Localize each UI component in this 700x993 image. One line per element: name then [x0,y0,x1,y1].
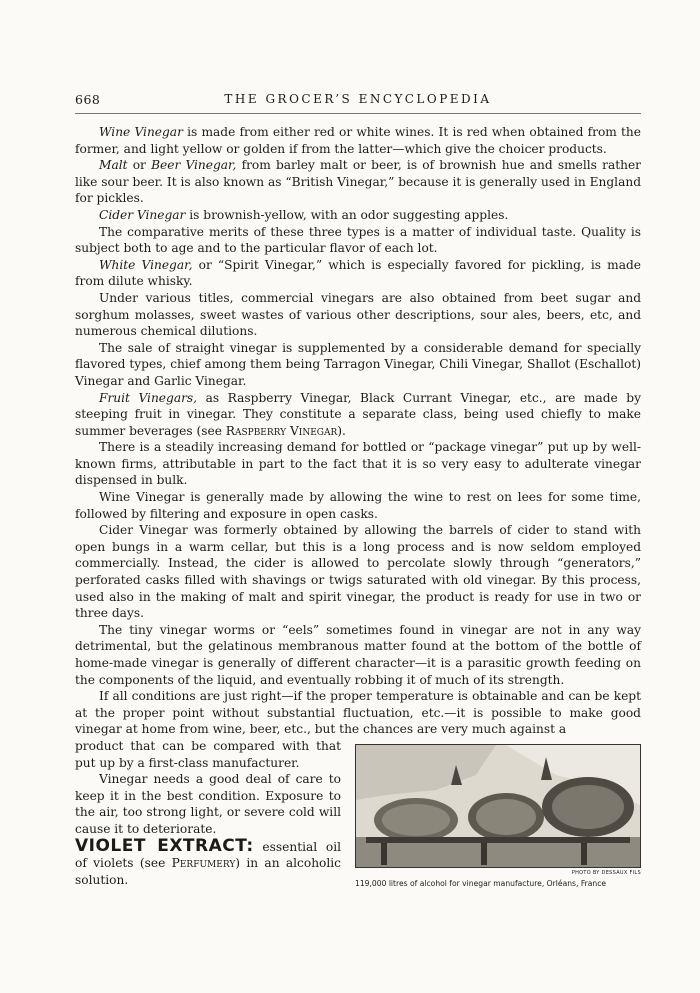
photo-vinegar-factory [355,744,641,868]
paragraph-fruit-vinegars: Fruit Vinegars, as Raspberry Vinegar, Black Currant Vinegar, etc., are made by steeping fruit in vinegar. They constitute a separate class, being used chiefly to make summer beverages (see Raspberry Vinegar). [75,390,641,438]
header-rule [75,113,641,114]
paragraph-storage: Vinegar needs a good deal of care to keep it in the best condition. Exposure to the air, too strong light, or severe cold will cause it to deteriorate. [75,772,341,836]
page-header [75,90,641,112]
paragraph-continuation: product that can be compared with that put up by a first-class manufacturer. [75,738,341,770]
paragraph-vinegar-eels: The tiny vinegar worms or “eels” sometimes found in vinegar are not in any way detrimental, but the gelatinous membranous matter found at the bottom of the bottle of home-made vinegar is generally of different character—it is a parasitic growth feeding on the components of the liquid, and eventually robbing it of much of its strength. [75,622,641,687]
paragraph-wine-vinegar: Wine Vinegar is made from either red or white wines. It is red when obtained from the former, and light yellow or golden if from the latter—which give the choicer products. [75,125,641,156]
paragraph-cider-vinegar-process: Cider Vinegar was formerly obtained by allowing the barrels of cider to stand with open bungs in a warm cellar, but this is a long process and is now seldom employed commercially. Instead, the cider is allowed to percolate slowly through “generators,” perforated casks filled with shavings or twigs saturated with old vinegar. By this process, used also in the making of malt and spirit vinegar, the product is ready for use in two or three days. [75,523,641,621]
left-column [75,738,341,888]
paragraph-malt-vinegar: Malt or Beer Vinegar, from barley malt or beer, is of brownish hue and smells rather like sour beer. It is also known as “British Vinegar,” because it is generally used in England for pickles. [75,158,641,206]
figure [355,744,641,888]
running-title: THE GROCER’S ENCYCLOPEDIA [224,92,492,106]
page-number: 668 [75,92,101,107]
paragraph-commercial-vinegars: Under various titles, commercial vinegars are also obtained from beet sugar and sorghum molasses, sweet wastes of various other descriptions, sour ales, beers, etc, and numerous chemical dilutions. [75,290,641,339]
entry-heading: VIOLET EXTRACT: [75,835,254,856]
photo-credit: PHOTO BY DESSAUX FILS [571,869,641,876]
page [75,90,641,888]
paragraph-wine-vinegar-process: Wine Vinegar is generally made by allowing the wine to rest on lees for some time, followed by filtering and exposure in open casks. [75,490,641,521]
cross-reference-raspberry-vinegar: Raspberry Vinegar [225,423,338,438]
paragraph-home-vinegar: If all conditions are just right—if the proper temperature is obtainable and can be kept at the proper point without substantial fluctuation, etc.—it is possible to make good vinegar at home from wine, beer, etc., but the chances are very much against a [75,689,641,737]
entry-violet-extract: VIOLET EXTRACT: essential oil of violets (see Perfumery) in an alcoholic solution. [75,835,342,887]
paragraph-flavored-types: The sale of straight vinegar is supplemented by a considerable demand for specially flavored types, chief among them being Tarragon Vinegar, Chili Vinegar, Shallot (Eschallot) Vinegar and Garlic Vinegar. [75,340,641,388]
paragraph-package-vinegar: There is a steadily increasing demand for bottled or “package vinegar” put up by well-known firms, attributable in part to the fact that it is so very easy to adulterate vinegar dispensed in bulk. [75,440,641,488]
paragraph-white-vinegar: White Vinegar, or “Spirit Vinegar,” which is especially favored for pickling, is made from dilute whisky. [75,257,641,289]
cross-reference-perfumery: Perfumery [171,856,236,871]
paragraph-comparative-merits: The comparative merits of these three types is a matter of individual taste. Quality is subject both to age and to the particular flavor of each lot. [75,224,641,256]
paragraph-cider-vinegar: Cider Vinegar is brownish-yellow, with an odor suggesting apples. [99,207,509,222]
figure-caption: 119,000 litres of alcohol for vinegar manufacture, Orléans, France [355,878,607,888]
article-body [75,124,641,738]
